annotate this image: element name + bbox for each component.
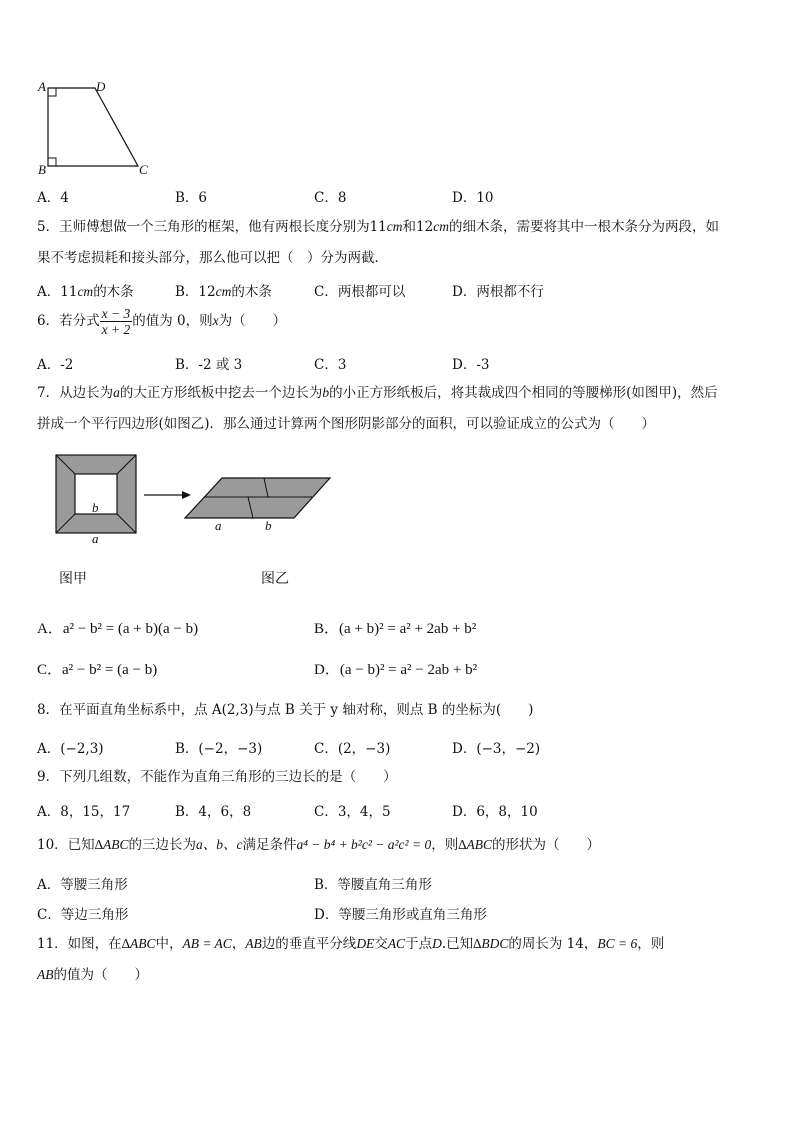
- q5-option-b[interactable]: B．12cm的木条: [175, 284, 272, 300]
- fig-yi-label-b: b: [265, 518, 272, 533]
- q9-stem: 9．下列几组数，不能作为直角三角形的三边长的是（ ）: [37, 769, 397, 785]
- q8-option-b[interactable]: B．(−2，−3): [175, 741, 263, 757]
- q8-option-d[interactable]: D．(−3，−2): [452, 741, 541, 757]
- q4-option-d[interactable]: D．10: [452, 190, 494, 206]
- q6-option-b[interactable]: B．-2 或 3: [175, 357, 243, 373]
- q4-options: [37, 186, 757, 208]
- q4-option-c[interactable]: C．8: [314, 190, 347, 206]
- q10-options-row1: [37, 873, 757, 895]
- q8-options: [37, 737, 757, 759]
- fig-jia-label-b: b: [92, 500, 99, 515]
- caption-fig-jia: 图甲: [59, 571, 87, 587]
- q10-option-a[interactable]: A．等腰三角形: [37, 877, 128, 893]
- q11-line2: AB的值为（ ）: [37, 967, 148, 983]
- trap-label-c: C: [139, 162, 148, 177]
- q7-option-b[interactable]: B．(a + b)² = a² + 2ab + b²: [314, 621, 477, 637]
- q7-option-a[interactable]: A．a² − b² = (a + b)(a − b): [37, 621, 199, 637]
- q10-option-b[interactable]: B．等腰直角三角形: [314, 877, 432, 893]
- q6-fraction: $\frac{x - 3}{x + 2}$: [101, 306, 131, 337]
- q5-line1: 5．王师傅想做一个三角形的框架，他有两根长度分别为11cm和12cm的细木条，需要将其中一根木条分为两段，如: [37, 219, 719, 235]
- q7-line2: 拼成一个平行四边形(如图乙)．那么通过计算两个图形阴影部分的面积，可以验证成立的公式为（ ）: [37, 416, 656, 432]
- caption-fig-yi: 图乙: [261, 571, 289, 587]
- q8-stem: 8．在平面直角坐标系中，点 A(2,3)与点 B 关于 y 轴对称，则点 B 的坐标为( ): [37, 702, 534, 718]
- q6-option-d[interactable]: D．-3: [452, 357, 490, 373]
- q9-option-d[interactable]: D．6，8，10: [452, 804, 538, 820]
- q7-line1: 7．从边长为a的大正方形纸板中挖去一个边长为b的小正方形纸板后，将其裁成四个相同的等腰梯形(如图甲)，然后: [37, 385, 718, 401]
- q5-option-a[interactable]: A．11cm的木条: [37, 284, 134, 300]
- q7-options-row2: [37, 658, 757, 682]
- q10-option-c[interactable]: C．等边三角形: [37, 907, 129, 923]
- figure-yi-parallelogram: [182, 476, 334, 522]
- q8-option-a[interactable]: A．(−2,3): [37, 741, 104, 757]
- q9-option-c[interactable]: C．3，4，5: [314, 804, 391, 820]
- q6-stem: 6．若分式 $\frac{x - 3}{x + 2}$ 的值为 0，则x为（ ）: [37, 306, 287, 337]
- trap-label-b: B: [38, 162, 46, 177]
- q6-option-a[interactable]: A．-2: [37, 357, 74, 373]
- q4-option-b[interactable]: B．6: [175, 190, 208, 206]
- q5-options: [37, 280, 757, 302]
- fig-jia-label-a: a: [92, 531, 99, 546]
- trap-label-d: D: [96, 79, 106, 94]
- q10-options-row2: [37, 903, 757, 925]
- q10-option-d[interactable]: D．等腰三角形或直角三角形: [314, 907, 487, 923]
- q6-option-c[interactable]: C．3: [314, 357, 347, 373]
- q7-option-c[interactable]: C．a² − b² = (a − b): [37, 662, 158, 678]
- q10-stem: 10．已知∆ABC的三边长为a、b、c满足条件a⁴ − b⁴ + b²c² − a²c² = 0，则∆ABC的形状为（ ）: [37, 837, 600, 853]
- q5-option-d[interactable]: D．两根都不行: [452, 284, 544, 300]
- q7-options-row1: [37, 617, 757, 641]
- q7-option-d[interactable]: D．(a − b)² = a² − 2ab + b²: [314, 662, 478, 678]
- q9-option-a[interactable]: A．8，15，17: [37, 804, 131, 820]
- trap-label-a: A: [38, 79, 46, 94]
- q8-option-c[interactable]: C．(2，−3): [314, 741, 391, 757]
- q5-line2: 果不考虑损耗和接头部分，那么他可以把（ ）分为两截．: [37, 250, 388, 266]
- figure-jia-square: [55, 454, 137, 534]
- fig-yi-label-a: a: [215, 518, 222, 533]
- q4-option-a[interactable]: A．4: [37, 190, 69, 206]
- q11-line1: 11．如图，在∆ABC中，AB = AC，AB边的垂直平分线DE交AC于点D.已知∆BDC的周长为 14，BC = 6，则: [37, 936, 665, 952]
- q9-option-b[interactable]: B．4，6，8: [175, 804, 252, 820]
- q9-options: [37, 800, 757, 822]
- q5-option-c[interactable]: C．两根都可以: [314, 284, 406, 300]
- q6-options: [37, 353, 757, 375]
